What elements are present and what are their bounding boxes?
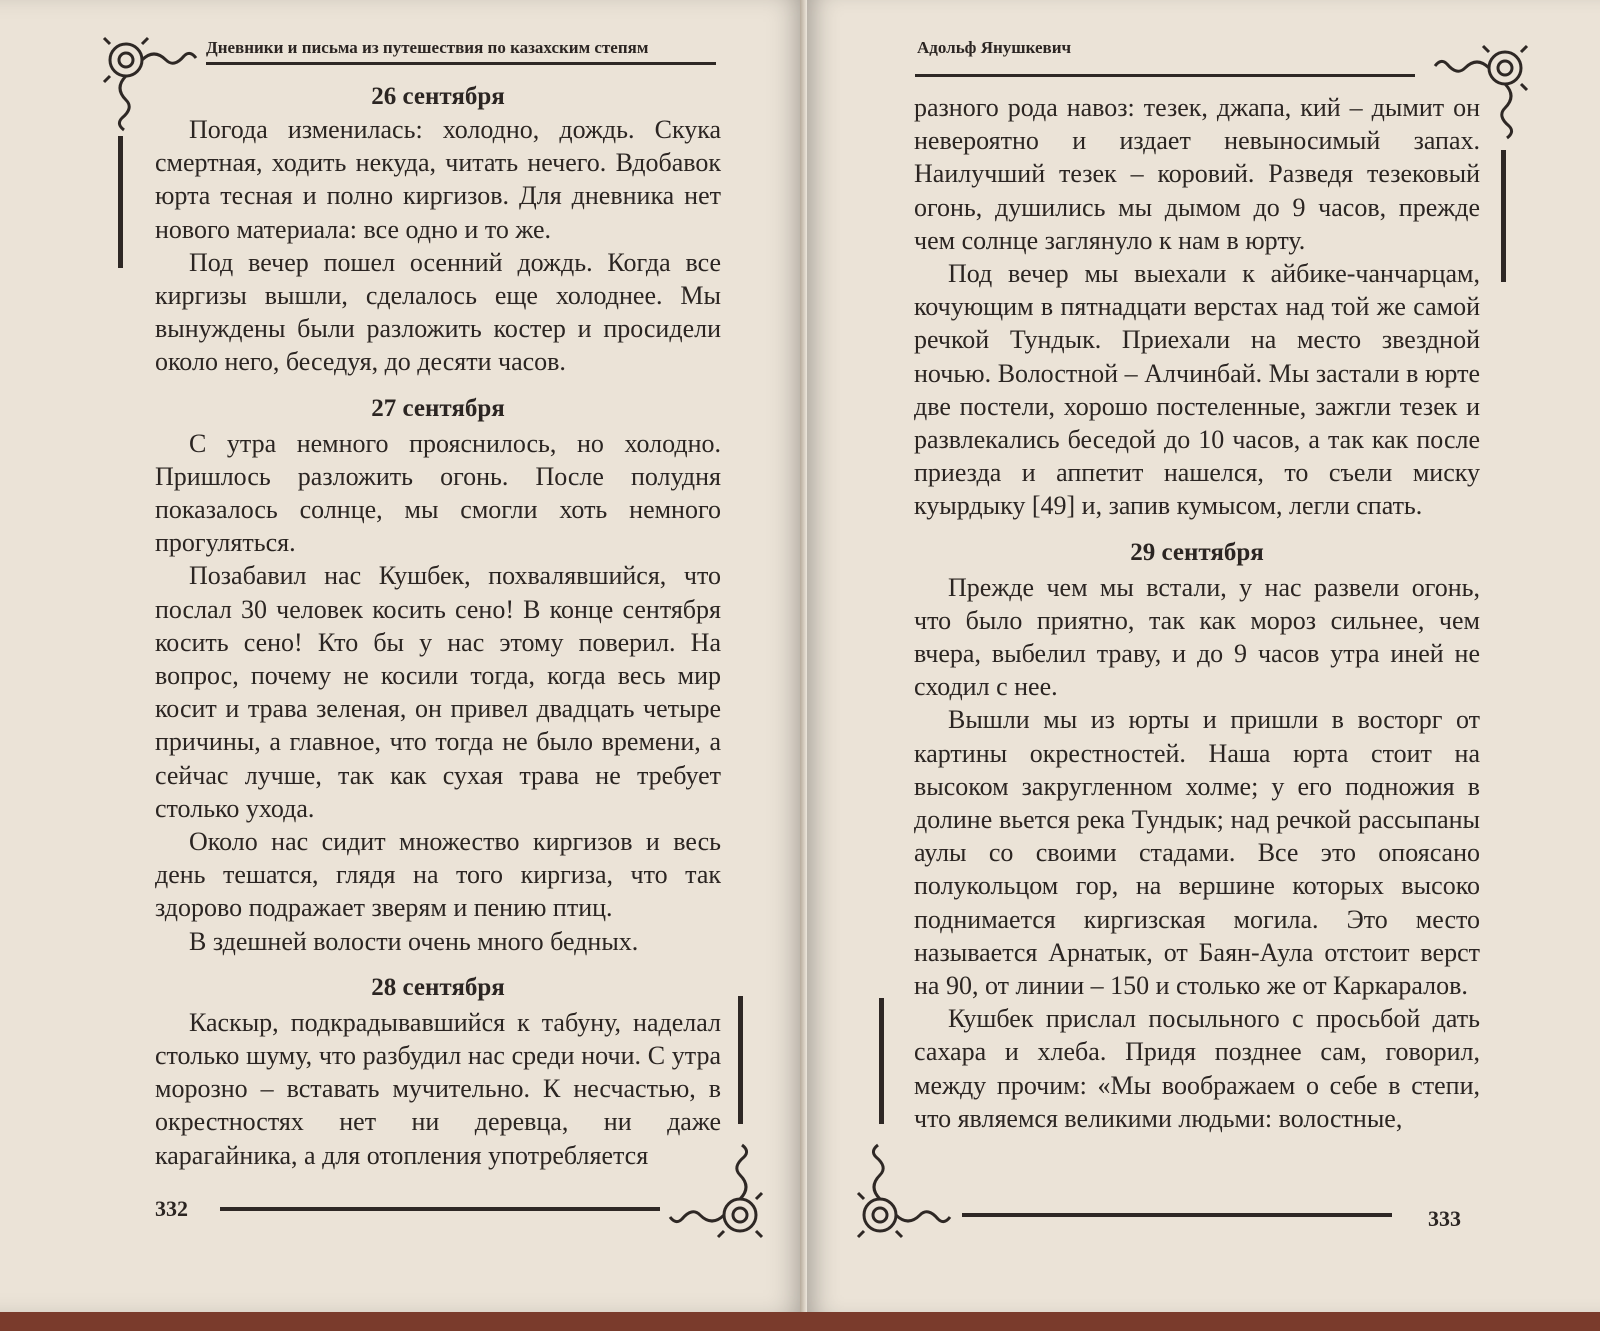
paragraph: Погода изменилась: холодно, дождь. Скука смертная, ходить некуда, читать нечего. Вдобавок юрта тесная и полно киргизов. Для дневника нет нового материала: все одно и то же. <box>155 115 721 244</box>
ornament-corner-bottom-left-icon <box>852 1135 962 1245</box>
header-rule <box>206 62 716 65</box>
running-head: Адольф Янушкевич <box>917 38 1072 57</box>
page-number: 333 <box>1428 1206 1461 1231</box>
left-page <box>0 0 807 1312</box>
paragraph: В здешней волости очень много бедных. <box>189 926 639 956</box>
entry-date: 27 сентября <box>371 394 505 422</box>
header-rule <box>915 74 1415 77</box>
entry-date: 26 сентября <box>371 83 505 110</box>
paragraph: разного рода навоз: тезек, джапа, кий – дымит он невероятно и издает невыносимый запах. Наилучший тезек – коровий. Разведя тезековый огонь, душились мы дымом до 9 часов, прежде чем солнце заглянуло к нам в юрту. <box>914 93 1480 255</box>
paragraph: Около нас сидит множество киргизов и весь день тешатся, глядя на того киргиза, что так здорово подражает зверям и пению птиц. <box>155 827 721 923</box>
entry-date: 28 сентября <box>371 973 505 1001</box>
right-page <box>807 0 1600 1312</box>
paragraph: Каскыр, подкрадывавшийся к табуну, наделал столько шуму, что разбудил нас среди ночи. С утра морозно – вставать мучительно. К несчастью, в окрестностях нет ни деревца, ни даже карагайника, а для отопления употребляется <box>155 1007 721 1170</box>
footer-rule <box>220 1207 660 1211</box>
paragraph: Кушбек прислал посыльного с просьбой дать сахара и хлеба. Придя позднее сам, говорил, между прочим: «Мы воображаем о себе в степи, что являемся великими людьми: волостные, <box>914 1004 1480 1133</box>
left-text-block <box>155 80 721 1172</box>
running-head: Дневники и письма из путешествия по казахским степям <box>206 38 649 57</box>
entry-date: 29 сентября <box>1130 538 1264 566</box>
ornament-corner-bottom-right-icon <box>660 1135 770 1245</box>
paragraph: С утра немного прояснилось, но холодно. Пришлось разложить огонь. После полудня показалось солнце, мы смогли хоть немного прогуляться. <box>155 428 721 558</box>
paragraph: Под вечер пошел осенний дождь. Когда все киргизы вышли, сделалось еще холоднее. Мы вынуждены были разложить костер и просидели около него, беседуя, до десяти часов. <box>155 247 721 377</box>
paragraph: Вышли мы из юрты и пришли в восторг от картины окрестностей. Наша юрта стоит на высоком закругленном холме; у его подножия в долине вьется река Тундык; над речкой рассыпаны аулы со своими стадами. Все это опоясано полукольцом гор, на вершине которых высоко поднимается киргизская могила. Это место называется Арнатык, от Баян-Аула отстоит верст на 90, от линии – 150 и столько же от Каркаралов. <box>914 705 1480 1001</box>
decorative-bar <box>118 136 123 268</box>
page-number: 332 <box>155 1196 188 1221</box>
footer-rule <box>962 1213 1392 1217</box>
decorative-bar <box>738 996 743 1124</box>
paragraph: Позабавил нас Кушбек, похвалявшийся, что послал 30 человек косить сено! В конце сентября косить сено! Кто бы у нас этому поверил. На вопрос, почему не косили тогда, когда весь мир косит и трава зеленая, он привел двадцать четыре причины, а главное, что тогда не было времени, а сейчас лучше, так как сухая трава не требует столько ухода. <box>155 561 721 823</box>
paragraph: Прежде чем мы встали, у нас развели огонь, что было приятно, так как мороз сильнее, чем вчера, выбелил траву, и до 9 часов утра иней не сходил с нее. <box>914 572 1480 702</box>
paragraph: Под вечер мы выехали к айбике-чанчарцам, кочующим в пятнадцати верстах над той же самой речкой Тундык. Приехали на место звездной ночью. Волостной – Алчинбай. Мы застали в юрте две постели, хорошо постеленные, зажгли тезек и развлекались беседой до 10 часов, а так как после приезда и аппетит нашелся, то съели миску куырдыку [49] и, запив кумысом, легли спать. <box>914 259 1480 521</box>
decorative-bar <box>879 998 884 1124</box>
decorative-bar <box>1501 150 1506 282</box>
right-text-block <box>914 91 1480 1135</box>
